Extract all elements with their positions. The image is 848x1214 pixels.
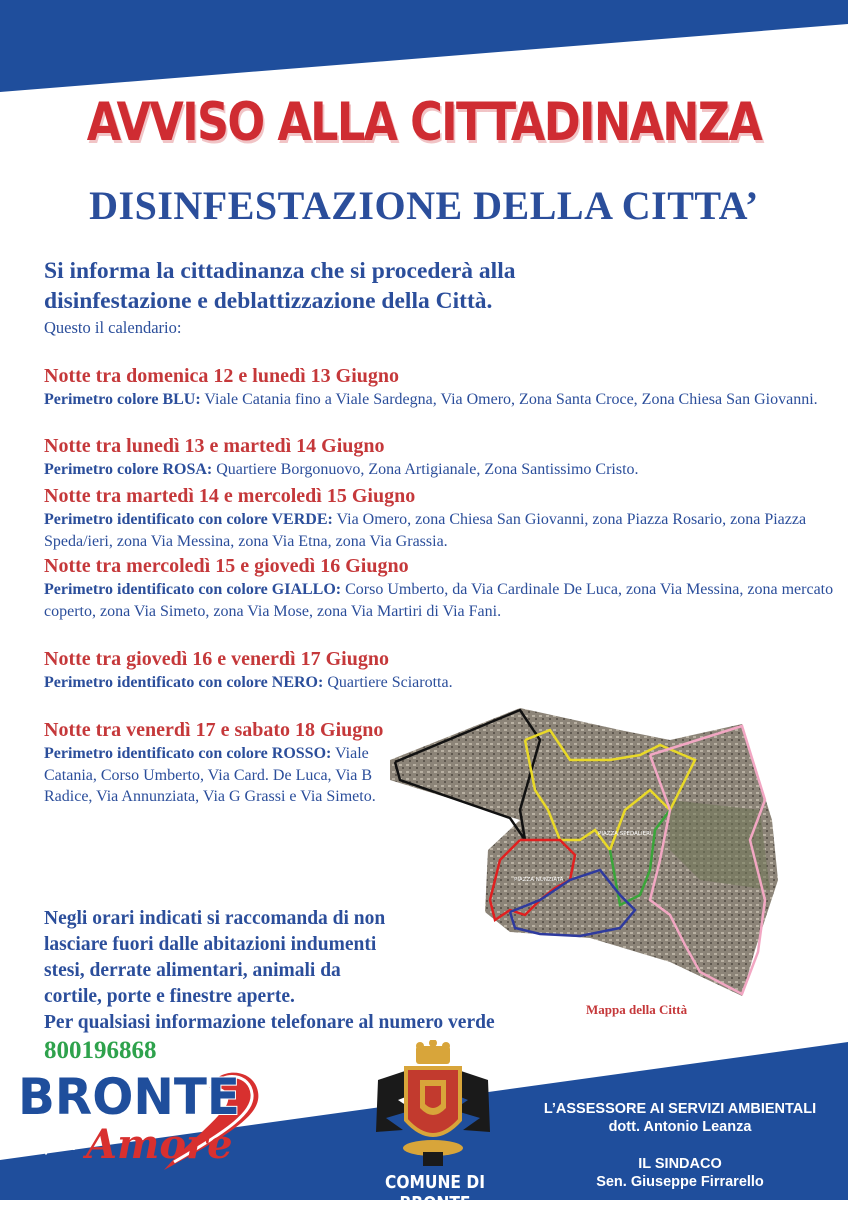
intro-line: Si informa la cittadinanza che si procederà alla bbox=[44, 258, 516, 284]
schedule-item bbox=[44, 554, 834, 622]
map-caption: Mappa della Città bbox=[586, 1002, 688, 1017]
schedule-night: Notte tra domenica 12 e lunedì 13 Giugno bbox=[44, 365, 399, 387]
advice-text bbox=[44, 906, 604, 1036]
assessor-title: L’ASSESSORE AI SERVIZI AMBIENTALI bbox=[543, 1101, 817, 1117]
advice-line: lasciare fuori dalle abitazioni indumenti bbox=[44, 934, 377, 955]
schedule-description bbox=[44, 459, 834, 481]
advice-line: Per qualsiasi informazione telefonare al numero verde bbox=[44, 1012, 495, 1033]
schedule-night: Notte tra venerdì 17 e sabato 18 Giugno bbox=[44, 719, 384, 741]
mayor-title: IL SINDACO bbox=[638, 1156, 722, 1172]
schedule-night: Notte tra mercoledì 15 e giovedì 16 Giugno bbox=[44, 555, 409, 577]
notice-subheadline: DISINFESTAZIONE DELLA CITTA’ bbox=[89, 183, 759, 228]
intro-line: disinfestazione e deblattizzazione della Città. bbox=[44, 288, 493, 314]
perimeter-label: Perimetro colore BLU: bbox=[44, 391, 201, 408]
bronte-per-amore-logo bbox=[14, 1062, 304, 1172]
schedule-description bbox=[44, 389, 834, 411]
logo-word: Amore bbox=[86, 1121, 233, 1168]
advice-line: cortile, porte e finestre aperte. bbox=[44, 986, 295, 1007]
eagle-crest-icon bbox=[368, 1040, 498, 1172]
schedule-description bbox=[44, 509, 834, 552]
perimeter-areas: Viale Catania, Corso Umberto, Via Card. De Luca, Via B Radice, Via Annunziata, Via G Grassi e Via Simeto. bbox=[44, 745, 376, 805]
mayor-name: Sen. Giuseppe Firrarello bbox=[596, 1174, 764, 1190]
schedule-item bbox=[44, 364, 834, 411]
notice-headline: AVVISO ALLA CITTADINANZA bbox=[86, 92, 762, 153]
perimeter-areas: Quartiere Borgonuovo, Zona Artigianale, Zona Santissimo Cristo. bbox=[212, 461, 639, 478]
schedule-item bbox=[44, 718, 394, 808]
logo-word: per bbox=[44, 1131, 82, 1156]
schedule-item bbox=[44, 434, 834, 481]
top-blue-band bbox=[0, 0, 848, 100]
schedule-description bbox=[44, 743, 394, 808]
advice-line: Negli orari indicati si raccomanda di non bbox=[44, 908, 386, 929]
schedule-description bbox=[44, 579, 834, 622]
schedule-night: Notte tra giovedì 16 e venerdì 17 Giugno bbox=[44, 648, 389, 670]
perimeter-areas: Viale Catania fino a Viale Sardegna, Via Omero, Zona Santa Croce, Zona Chiesa San Giovanni. bbox=[200, 391, 818, 408]
perimeter-label: Perimetro identificato con colore VERDE: bbox=[44, 511, 333, 528]
perimeter-areas: Via Omero, zona Chiesa San Giovanni, zona Piazza Rosario, zona Piazza Speda/ieri, zona Via Messina, zona Via Etna, zona Via Grassia. bbox=[44, 511, 807, 550]
schedule-description bbox=[44, 672, 504, 694]
intro-text bbox=[44, 256, 684, 316]
perimeter-areas: Quartiere Sciarotta. bbox=[323, 674, 453, 691]
map-label: PIAZZA SPEDALIERI bbox=[598, 831, 652, 837]
toll-free-number: 800196868 bbox=[44, 1037, 157, 1064]
schedule-item bbox=[44, 484, 834, 552]
schedule-night: Notte tra lunedì 13 e martedì 14 Giugno bbox=[44, 435, 385, 457]
assessor-signature bbox=[520, 1100, 840, 1136]
perimeter-label: Perimetro colore ROSA: bbox=[44, 461, 213, 478]
perimeter-label: Perimetro identificato con colore ROSSO: bbox=[44, 745, 332, 762]
perimeter-label: Perimetro identificato con colore NERO: bbox=[44, 674, 324, 691]
perimeter-label: Perimetro identificato con colore GIALLO: bbox=[44, 581, 342, 598]
comune-label: COMUNE DI BRONTE bbox=[384, 1172, 486, 1214]
map-label: PIAZZA NUNZIATA bbox=[514, 877, 564, 883]
calendar-label: Questo il calendario: bbox=[44, 318, 182, 337]
schedule-night: Notte tra martedì 14 e mercoledì 15 Giugno bbox=[44, 485, 416, 507]
perimeter-areas: Corso Umberto, da Via Cardinale De Luca, zona Via Messina, zona mercato coperto, zona Via Simeto, zona Via Mose, zona Via Martiri di Via Fani. bbox=[44, 581, 834, 620]
assessor-name: dott. Antonio Leanza bbox=[608, 1119, 752, 1135]
mayor-signature bbox=[520, 1155, 840, 1191]
logo-word: BRONTE bbox=[18, 1068, 240, 1126]
schedule-item bbox=[44, 647, 504, 694]
advice-line: stesi, derrate alimentari, animali da bbox=[44, 960, 341, 981]
